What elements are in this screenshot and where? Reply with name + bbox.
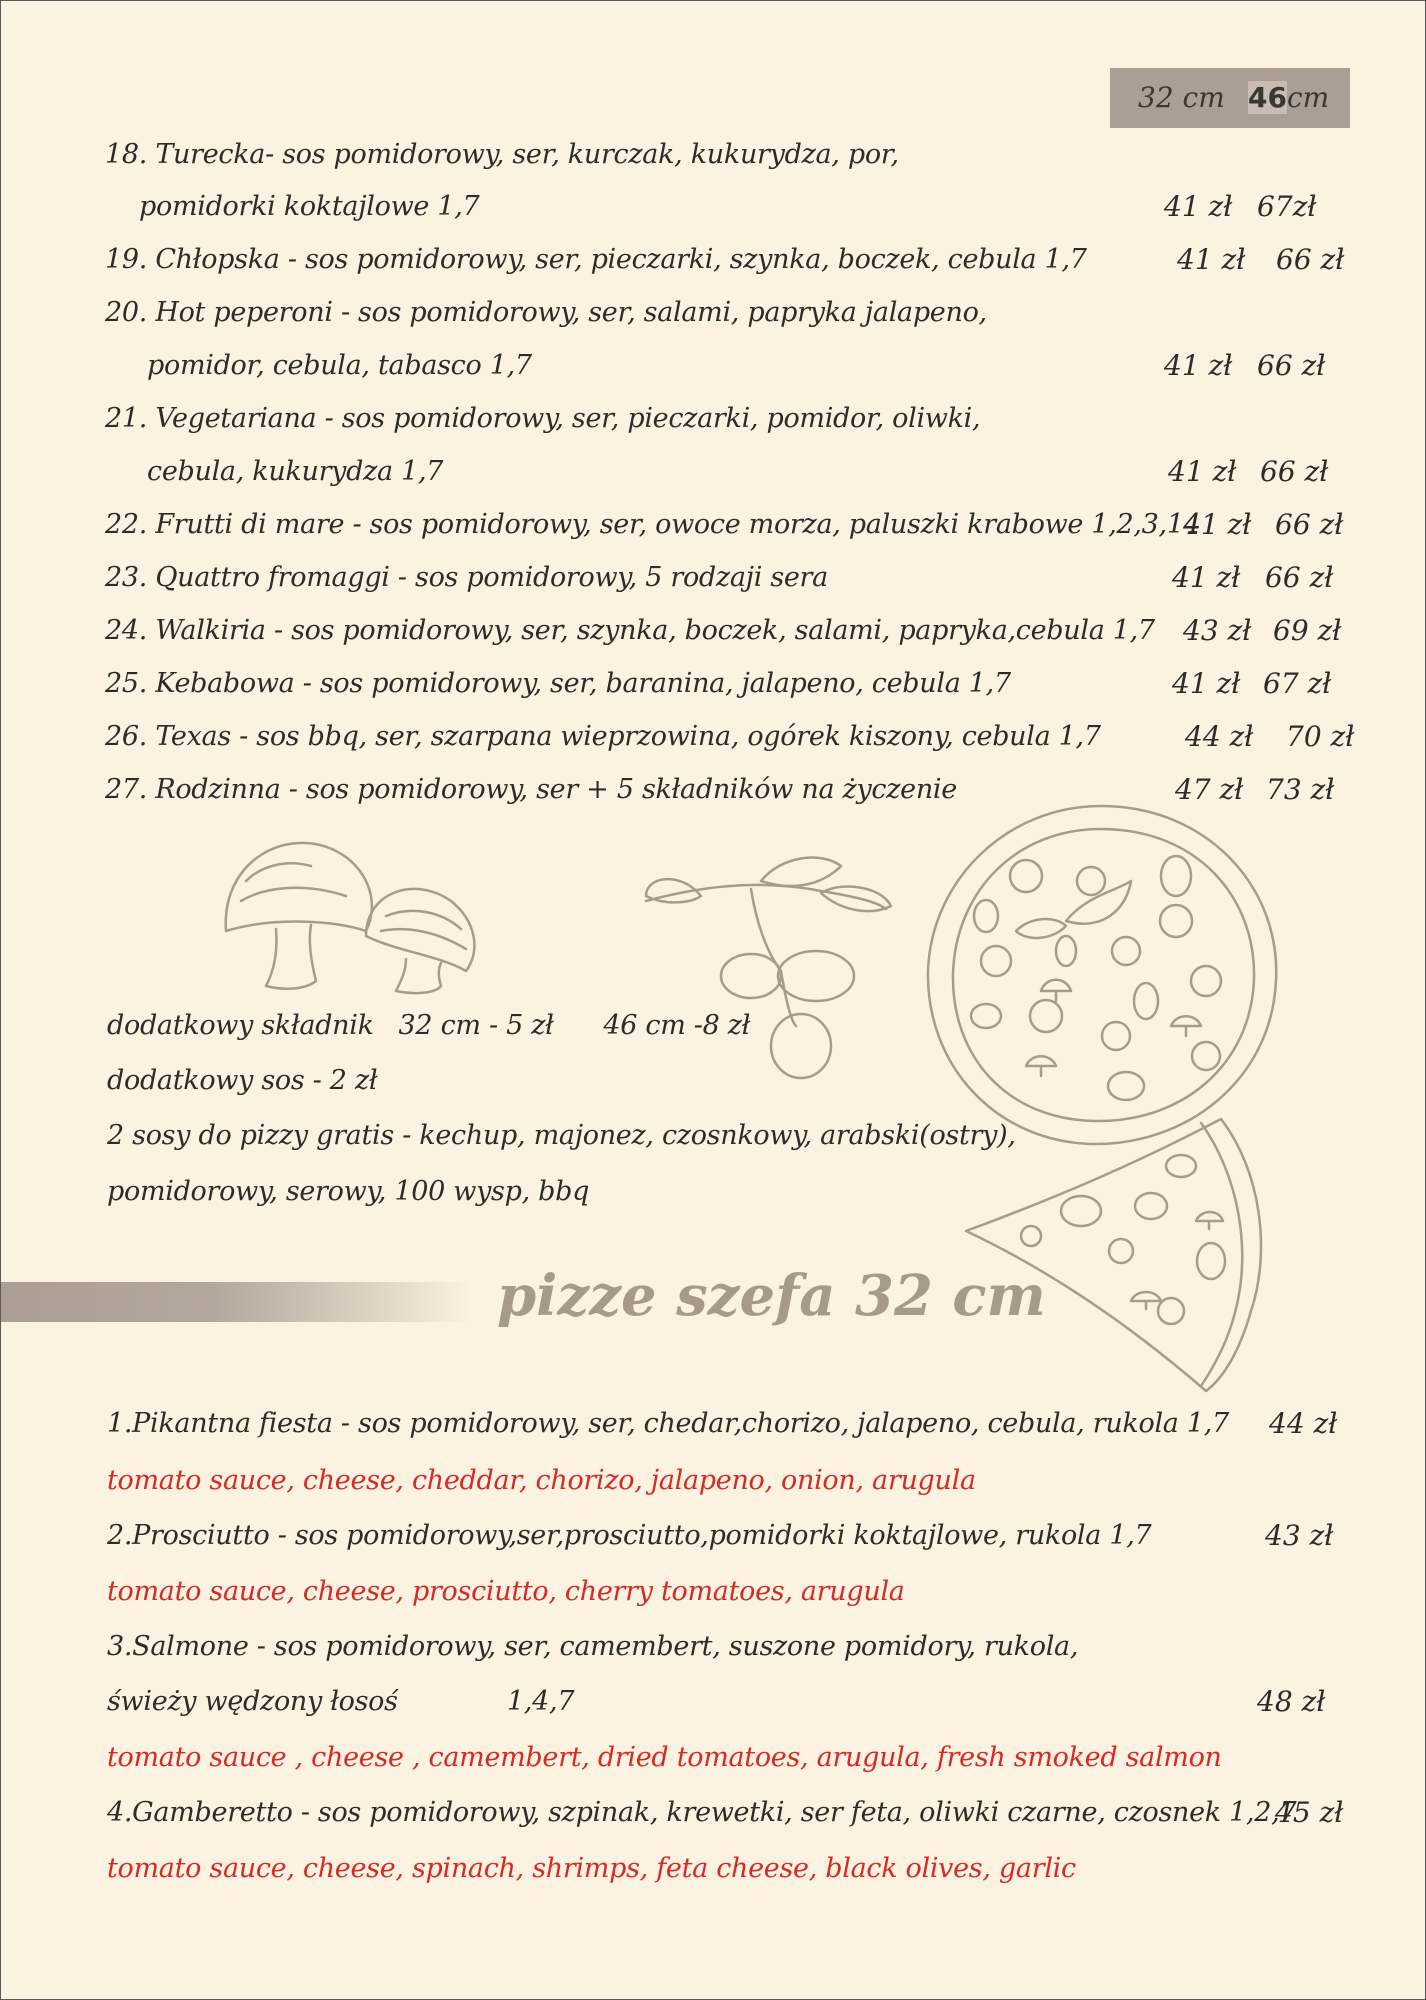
- extra-ingredient: [107, 1009, 750, 1043]
- extra-ingredient-32: 32 cm - 5 zł: [398, 1010, 554, 1041]
- pizza-slice-icon: [961, 1111, 1291, 1401]
- price-32: 41 zł: [1168, 455, 1237, 488]
- menu-item-name: 19. Chłopska - sos pomidorowy, ser, pieczarki, szynka, boczek, cebula 1,7: [105, 244, 1087, 275]
- price-32: 41 zł: [1177, 243, 1246, 276]
- price-32: 41 zł: [1164, 190, 1233, 223]
- price-32: 41 zł: [1183, 508, 1252, 541]
- chef-item-price: 45 zł: [1275, 1796, 1344, 1829]
- menu-item-name-cont: pomidor, cebula, tabasco 1,7: [147, 350, 532, 381]
- price-46: 73 zł: [1266, 773, 1335, 806]
- menu-item-name: 25. Kebabowa - sos pomidorowy, ser, baranina, jalapeno, cebula 1,7: [105, 668, 1011, 699]
- menu-item-name: 24. Walkiria - sos pomidorowy, ser, szynka, boczek, salami, papryka,cebula 1,7: [105, 615, 1155, 646]
- extra-ingredient-46: 46 cm -8 zł: [603, 1010, 751, 1041]
- free-sauces-line1: 2 sosy do pizzy gratis - kechup, majonez, czosnkowy, arabski(ostry),: [107, 1120, 1016, 1151]
- price-46: 70 zł: [1286, 720, 1355, 753]
- chef-item-price: 48 zł: [1257, 1685, 1326, 1718]
- chef-item-price: 43 zł: [1265, 1519, 1334, 1552]
- chef-item-name-cont: świeży wędzony łosoś: [107, 1686, 398, 1717]
- section-band: [1, 1282, 471, 1322]
- chef-item-name: 4.Gamberetto - sos pomidorowy, szpinak, krewetki, ser feta, oliwki czarne, czosnek 1,2,7: [107, 1797, 1297, 1828]
- chef-item-allergens: 1,4,7: [507, 1686, 575, 1717]
- price-46: 66 zł: [1276, 243, 1345, 276]
- size-46-number: 46: [1248, 81, 1287, 114]
- price-32: 41 zł: [1172, 667, 1241, 700]
- price-32: 41 zł: [1164, 349, 1233, 382]
- menu-item-name: 20. Hot peperoni - sos pomidorowy, ser, salami, papryka jalapeno,: [105, 297, 987, 328]
- menu-item-name: 23. Quattro fromaggi - sos pomidorowy, 5 rodzaji sera: [105, 562, 828, 593]
- price-46: 66 zł: [1275, 508, 1344, 541]
- price-46: 66 zł: [1260, 455, 1329, 488]
- olive-branch-icon: [641, 851, 901, 1081]
- menu-item-name: 26. Texas - sos bbq, ser, szarpana wieprzowina, ogórek kiszony, cebula 1,7: [105, 721, 1101, 752]
- chef-item-name: 1.Pikantna fiesta - sos pomidorowy, ser, chedar,chorizo, jalapeno, cebula, rukola 1,7: [107, 1408, 1229, 1439]
- menu-item-name: 21. Vegetariana - sos pomidorowy, ser, pieczarki, pomidor, oliwki,: [105, 403, 981, 434]
- free-sauces-line2: pomidorowy, serowy, 100 wysp, bbq: [107, 1176, 590, 1207]
- price-46: 67 zł: [1263, 667, 1332, 700]
- menu-item-name: 27. Rodzinna - sos pomidorowy, ser + 5 składników na życzenie: [105, 774, 957, 805]
- size-46-unit: cm: [1286, 81, 1330, 114]
- price-46: 66 zł: [1257, 349, 1326, 382]
- chef-item-price: 44 zł: [1269, 1407, 1338, 1440]
- price-46: 67zł: [1257, 190, 1317, 223]
- menu-item-name-cont: cebula, kukurydza 1,7: [147, 456, 444, 487]
- price-46: 66 zł: [1265, 561, 1334, 594]
- mushroom-icon: [216, 821, 496, 996]
- price-32: 44 zł: [1185, 720, 1254, 753]
- chef-item-english: tomato sauce, cheese, cheddar, chorizo, jalapeno, onion, arugula: [107, 1465, 976, 1496]
- price-46: 69 zł: [1273, 614, 1342, 647]
- menu-item-name: 22. Frutti di mare - sos pomidorowy, ser, owoce morza, paluszki krabowe 1,2,3,14: [105, 509, 1201, 540]
- size-header: [1110, 68, 1350, 128]
- chef-item-english: tomato sauce, cheese, spinach, shrimps, feta cheese, black olives, garlic: [107, 1853, 1076, 1884]
- section-title: pizze szefa 32 cm: [497, 1263, 1046, 1329]
- chef-item-name: 3.Salmone - sos pomidorowy, ser, camembert, suszone pomidory, rukola,: [107, 1631, 1079, 1662]
- price-32: 41 zł: [1172, 561, 1241, 594]
- chef-item-name: 2.Prosciutto - sos pomidorowy,ser,prosciutto,pomidorki koktajlowe, rukola 1,7: [107, 1520, 1152, 1551]
- size-32-label: 32 cm: [1138, 81, 1225, 114]
- size-46-label: [1248, 81, 1329, 114]
- pizza-icon: [916, 801, 1286, 1151]
- price-32: 43 zł: [1183, 614, 1252, 647]
- price-32: 47 zł: [1175, 773, 1244, 806]
- menu-item-name: 18. Turecka- sos pomidorowy, ser, kurczak, kukurydza, por,: [105, 139, 899, 170]
- extra-sauce: dodatkowy sos - 2 zł: [107, 1065, 378, 1096]
- menu-item-name-cont: pomidorki koktajlowe 1,7: [139, 191, 480, 222]
- chef-item-english: tomato sauce , cheese , camembert, dried tomatoes, arugula, fresh smoked salmon: [107, 1742, 1222, 1773]
- chef-item-english: tomato sauce, cheese, prosciutto, cherry tomatoes, arugula: [107, 1576, 905, 1607]
- extra-ingredient-label: dodatkowy składnik: [107, 1010, 374, 1041]
